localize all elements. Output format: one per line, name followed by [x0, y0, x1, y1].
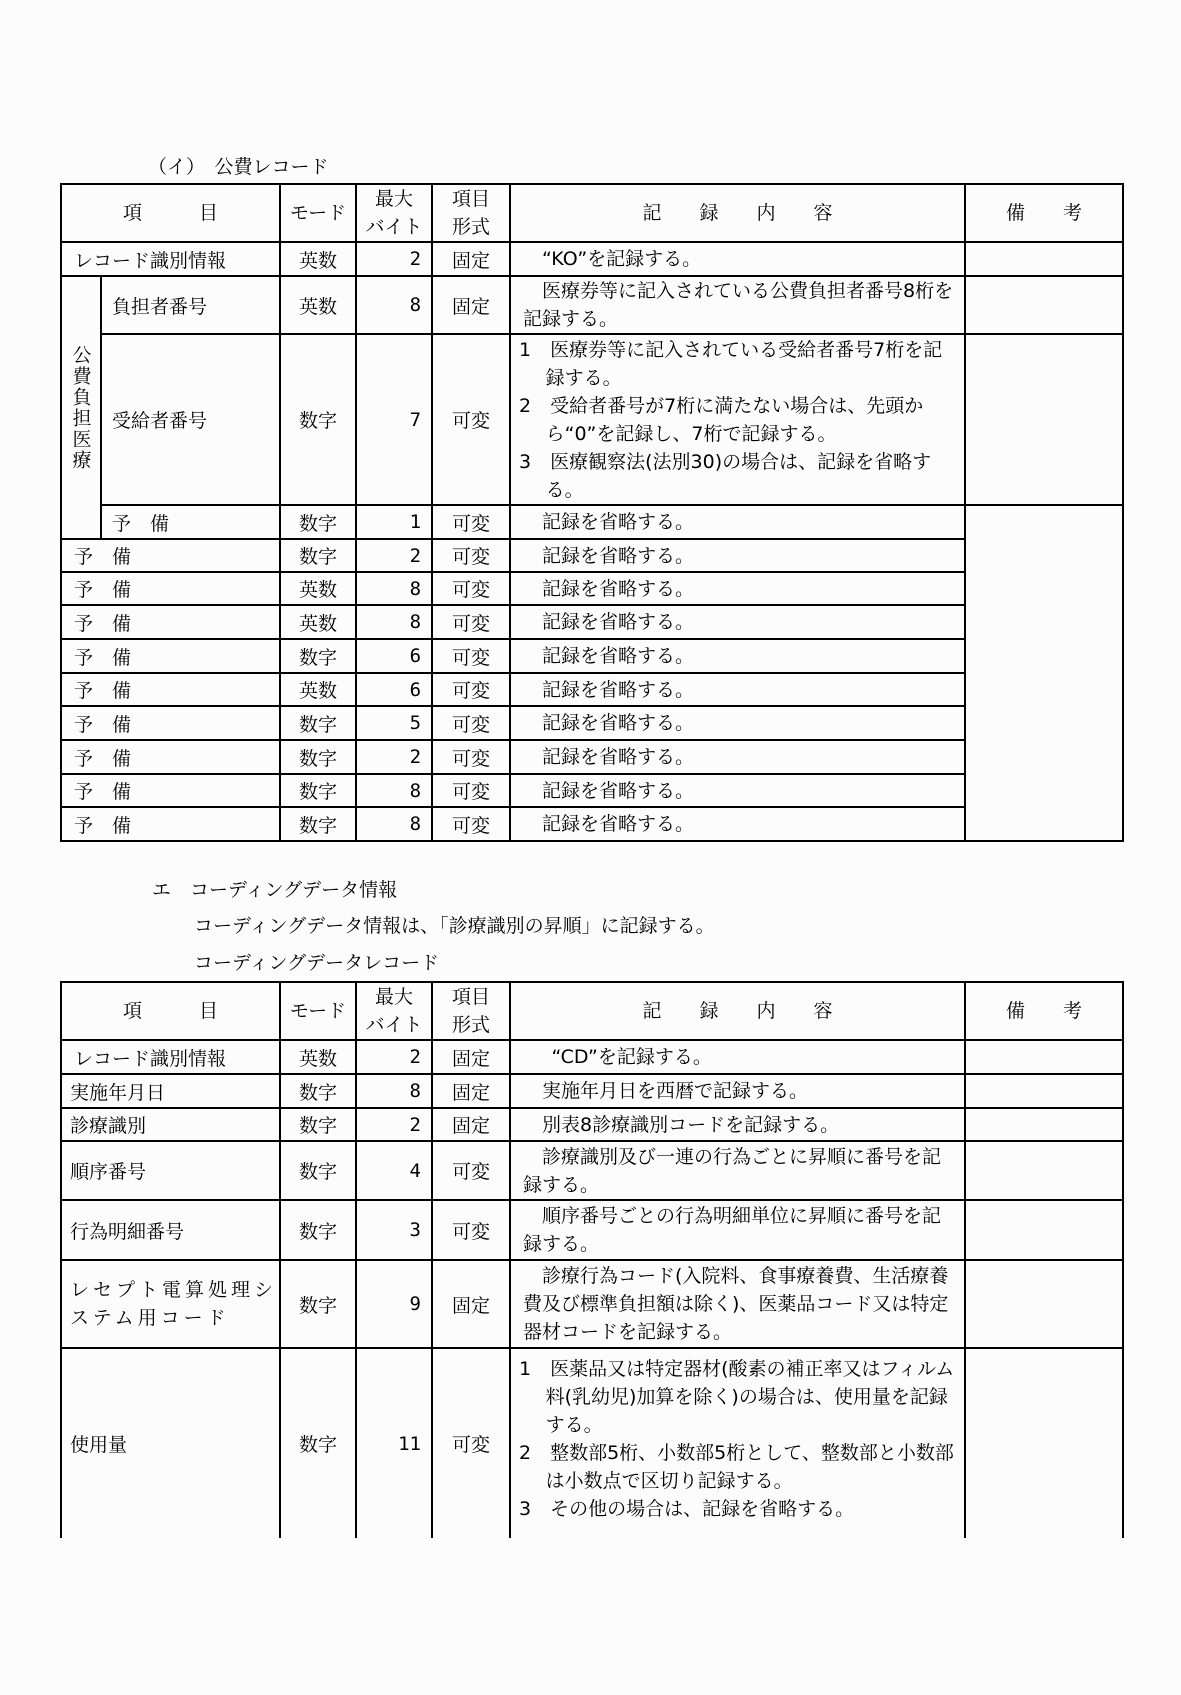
content-paragraph: 実施年月日を西暦で記録する。 [542, 1080, 809, 1102]
header-item: 項 目 [61, 982, 280, 1040]
content-cell [510, 706, 965, 740]
content-paragraph: 記録を省略する。 [542, 511, 695, 533]
table-row-sequence-number [61, 1141, 1123, 1200]
format-cell: 可変 [432, 774, 510, 807]
content-paragraph: 医療券等に記入されている公費負担者番号8桁を記録する。 [523, 280, 954, 330]
content-item-3: 3 その他の場合は、記録を省略する。 [519, 1498, 855, 1520]
bytes-cell: 2 [356, 242, 432, 276]
item-cell: 診療識別 [61, 1108, 280, 1141]
content-paragraph: 診療識別及び一連の行為ごとに昇順に番号を記録する。 [523, 1145, 942, 1196]
header-remarks: 備 考 [965, 982, 1123, 1040]
mode-cell: 数字 [280, 639, 356, 673]
header-mode: モード [280, 982, 356, 1040]
format-cell: 固定 [432, 1108, 510, 1141]
content-cell [510, 639, 965, 673]
content-cell [510, 740, 965, 774]
content-paragraph: 順序番号ごとの行為明細単位に昇順に番号を記録する。 [523, 1205, 942, 1255]
content-cell [510, 1200, 965, 1260]
bytes-cell: 9 [356, 1260, 432, 1348]
coding-data-record-table [60, 981, 1124, 1538]
content-cell [510, 1040, 965, 1074]
remarks-cell [965, 1141, 1123, 1200]
header-format-line1: 項目 [451, 986, 490, 1008]
mode-cell: 数字 [280, 706, 356, 740]
table-row-record-id [61, 1040, 1123, 1074]
format-cell: 固定 [432, 276, 510, 334]
format-cell: 可変 [432, 673, 510, 706]
bytes-cell: 2 [356, 539, 432, 572]
item-cell: 行為明細番号 [61, 1200, 280, 1260]
header-format-line2: 形式 [452, 216, 491, 238]
header-format [432, 184, 510, 242]
header-max-bytes-line1: 最大 [375, 188, 414, 210]
content-item-1: 1 医療券等に記入されている受給者番号7桁を記録する。 [519, 338, 943, 389]
content-cell [510, 276, 965, 334]
table-row-reserve [61, 605, 1123, 639]
bytes-cell: 6 [356, 673, 432, 706]
remarks-cell [965, 1348, 1123, 1538]
content-paragraph: “CD”を記録する。 [551, 1046, 712, 1068]
bytes-cell: 4 [356, 1141, 432, 1200]
public-expense-record-table [60, 183, 1124, 842]
content-paragraph: 記録を省略する。 [542, 813, 695, 835]
format-cell: 可変 [432, 807, 510, 841]
bytes-cell: 8 [356, 774, 432, 807]
bytes-cell: 3 [356, 1200, 432, 1260]
mode-cell: 英数 [280, 242, 356, 276]
table-row-reserve [61, 706, 1123, 740]
item-cell: 予 備 [61, 639, 280, 673]
table-row-record-id [61, 242, 1123, 276]
bytes-cell: 2 [356, 1108, 432, 1141]
item-cell: 順序番号 [61, 1141, 280, 1200]
mode-cell: 数字 [280, 1108, 356, 1141]
remarks-cell [965, 1074, 1123, 1108]
group-label: 公費負担医療 [69, 344, 92, 471]
item-cell: 予 備 [61, 572, 280, 605]
item-cell: レコード識別情報 [61, 242, 280, 276]
bytes-cell: 6 [356, 639, 432, 673]
format-cell: 可変 [432, 505, 510, 539]
bytes-cell: 8 [356, 276, 432, 334]
content-paragraph: 記録を省略する。 [542, 712, 695, 734]
table-row-reserve [61, 807, 1123, 841]
table-row-usage-amount [61, 1348, 1123, 1538]
mode-cell: 数字 [280, 539, 356, 572]
content-cell [510, 605, 965, 639]
format-cell: 固定 [432, 1040, 510, 1074]
bytes-cell: 2 [356, 740, 432, 774]
content-cell: “KO”を記録する。 [510, 242, 965, 276]
item-cell: 予 備 [61, 807, 280, 841]
content-paragraph: 記録を省略する。 [542, 577, 695, 600]
mode-cell: 英数 [280, 276, 356, 334]
header-max-bytes-line2: バイト [365, 1014, 423, 1036]
item-cell: 予 備 [61, 774, 280, 807]
bytes-cell: 11 [356, 1348, 432, 1538]
table-row-reserve [61, 572, 1123, 605]
bytes-cell: 7 [356, 334, 432, 505]
format-cell: 可変 [432, 706, 510, 740]
mode-cell: 英数 [280, 673, 356, 706]
item-cell: 予 備 [61, 605, 280, 639]
mode-cell: 数字 [280, 807, 356, 841]
header-format [432, 982, 510, 1040]
format-cell: 可変 [432, 639, 510, 673]
bytes-cell: 8 [356, 605, 432, 639]
section-title-public-expense-record: （イ） 公費レコード [148, 156, 329, 178]
remarks-cell [965, 1108, 1123, 1141]
remarks-cell-merged [965, 505, 1123, 841]
content-paragraph: 記録を省略する。 [542, 645, 695, 667]
mode-cell: 英数 [280, 572, 356, 605]
mode-cell: 数字 [280, 1200, 356, 1260]
item-cell: 予 備 [101, 505, 280, 539]
content-cell [510, 1074, 965, 1108]
content-cell [510, 505, 965, 539]
content-paragraph: 診療行為コード(入院料、食事療養費、生活療養費及び標準負担額は除く)、医薬品コード又は特定器材コードを記録する。 [523, 1265, 949, 1343]
format-cell: 可変 [432, 605, 510, 639]
content-paragraph: 記録を省略する。 [542, 779, 695, 802]
table-row-payer-number [61, 276, 1123, 334]
content-item-1: 1 医薬品又は特定器材(酸素の補正率又はフィルム料(乳幼児)加算を除く)の場合は、使用量を記録する。 [519, 1358, 955, 1436]
table-row-action-detail-number [61, 1200, 1123, 1260]
mode-cell: 数字 [280, 1260, 356, 1348]
item-cell: 予 備 [61, 673, 280, 706]
format-cell: 可変 [432, 572, 510, 605]
content-cell [510, 1348, 965, 1538]
header-max-bytes [356, 184, 432, 242]
table-row-reserve [61, 740, 1123, 774]
section-heading-coding-data: エ コーディングデータ情報 [152, 879, 398, 901]
format-cell: 可変 [432, 740, 510, 774]
header-item: 項 目 [61, 184, 280, 242]
content-paragraph: 記録を省略する。 [542, 544, 695, 567]
header-format-line1: 項目 [452, 188, 491, 210]
item-cell: 受給者番号 [101, 334, 280, 505]
header-content: 記 録 内 容 [510, 982, 965, 1040]
mode-cell: 数字 [280, 505, 356, 539]
item-cell: 予 備 [61, 539, 280, 572]
format-cell: 固定 [432, 1074, 510, 1108]
table-row-treatment-class [61, 1108, 1123, 1141]
content-cell [510, 539, 965, 572]
bytes-cell: 8 [356, 572, 432, 605]
format-cell: 可変 [432, 1141, 510, 1200]
mode-cell: 数字 [280, 740, 356, 774]
format-cell: 可変 [432, 334, 510, 505]
format-cell: 可変 [432, 1200, 510, 1260]
table-row-reserve [61, 539, 1123, 572]
mode-cell: 数字 [280, 1348, 356, 1538]
content-item-3: 3 医療観察法(法別30)の場合は、記録を省略する。 [519, 450, 932, 501]
format-cell: 可変 [432, 1348, 510, 1538]
mode-cell: 英数 [280, 1040, 356, 1074]
item-cell: 使用量 [61, 1348, 280, 1538]
format-cell: 固定 [432, 242, 510, 276]
content-cell [510, 1141, 965, 1200]
content-paragraph: 別表8診療識別コードを記録する。 [542, 1113, 840, 1136]
table-row-reserve [61, 639, 1123, 673]
header-format-line2: 形式 [451, 1014, 490, 1036]
item-cell: 予 備 [61, 706, 280, 740]
remarks-cell [965, 1200, 1123, 1260]
table-row-implementation-date [61, 1074, 1123, 1108]
content-cell [510, 807, 965, 841]
content-paragraph: 記録を省略する。 [542, 611, 695, 633]
remarks-cell [965, 242, 1123, 276]
table-row-reserve [61, 774, 1123, 807]
content-cell [510, 673, 965, 706]
header-max-bytes [356, 982, 432, 1040]
mode-cell: 数字 [280, 1141, 356, 1200]
content-paragraph: 記録を省略する。 [542, 678, 695, 701]
table-row-receipt-system-code [61, 1260, 1123, 1348]
remarks-cell [965, 334, 1123, 505]
item-cell: レセプト電算処理システム用コード [61, 1260, 280, 1348]
content-cell [510, 1260, 965, 1348]
content-cell [510, 774, 965, 807]
table-header-row [61, 982, 1123, 1040]
item-cell: レコード識別情報 [61, 1040, 280, 1074]
section-description: コーディングデータ情報は、「診療識別の昇順」に記録する。 [194, 915, 715, 937]
header-max-bytes-line1: 最大 [374, 986, 413, 1008]
content-item-2: 2 受給者番号が7桁に満たない場合は、先頭から“0”を記録し、7桁で記録する。 [519, 394, 924, 445]
header-remarks: 備 考 [965, 184, 1123, 242]
header-max-bytes-line2: バイト [365, 216, 423, 238]
item-cell: 実施年月日 [61, 1074, 280, 1108]
content-cell [510, 572, 965, 605]
table-row-recipient-number [61, 334, 1123, 505]
format-cell: 固定 [432, 1260, 510, 1348]
bytes-cell: 5 [356, 706, 432, 740]
bytes-cell: 8 [356, 1074, 432, 1108]
item-cell: 予 備 [61, 740, 280, 774]
header-mode: モード [280, 184, 356, 242]
item-cell: 負担者番号 [101, 276, 280, 334]
remarks-cell [965, 276, 1123, 334]
table-row-reserve [61, 673, 1123, 706]
format-cell: 可変 [432, 539, 510, 572]
mode-cell: 数字 [280, 1074, 356, 1108]
content-cell [510, 334, 965, 505]
content-paragraph: 記録を省略する。 [542, 746, 695, 768]
content-cell [510, 1108, 965, 1141]
mode-cell: 数字 [280, 774, 356, 807]
header-content: 記 録 内 容 [510, 184, 965, 242]
bytes-cell: 1 [356, 505, 432, 539]
table-row-reserve-in-group [61, 505, 1123, 539]
remarks-cell [965, 1260, 1123, 1348]
bytes-cell: 8 [356, 807, 432, 841]
content-item-2: 2 整数部5桁、小数部5桁として、整数部と小数部は小数点で区切り記録する。 [519, 1442, 954, 1492]
bytes-cell: 2 [356, 1040, 432, 1074]
table-header-row [61, 184, 1123, 242]
remarks-cell [965, 1040, 1123, 1074]
mode-cell: 数字 [280, 334, 356, 505]
mode-cell: 英数 [280, 605, 356, 639]
record-title-coding-data: コーディングデータレコード [194, 952, 440, 974]
group-label-cell [61, 276, 101, 539]
